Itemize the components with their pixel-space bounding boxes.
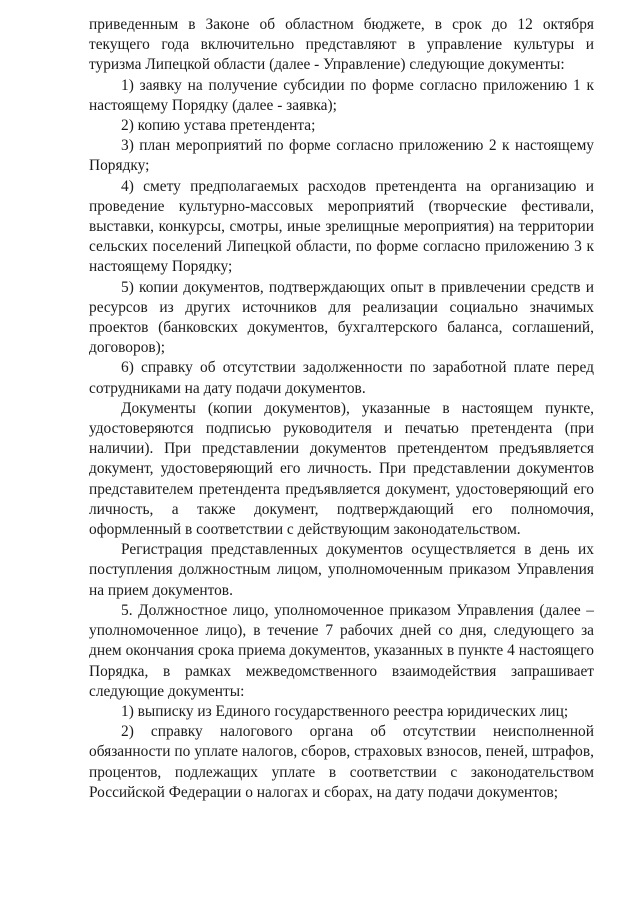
- paragraph-item-tax-certificate: 2) справку налогового органа об отсутствии неисполненной обязанности по уплате налогов, сборов, страховых взносов, пеней, штрафов, процентов, подлежащих уплате в соответствии с законодательством Российской Федерации о налогах и сборах, на дату подачи документов;: [89, 723, 594, 801]
- paragraph-certification-rules: Документы (копии документов), указанные в настоящем пункте, удостоверяются подписью руководителя и печатью претендента (при наличии). При представлении документов претендентом предъявляется документ, удостоверяющий его личность. При представлении документов представителем претендента предъявляется документ, удостоверяющий его личность, а также документ, подтверждающий его полномочия, оформленный в соответствии с действующим законодательством.: [89, 399, 594, 539]
- paragraph-item-registry-extract: 1) выписку из Единого государственного реестра юридических лиц;: [121, 702, 569, 720]
- paragraph-item-experience-documents: 5) копии документов, подтверждающих опыт в привлечении средств и ресурсов из других источников для реализации социально значимых проектов (банковских документов, бухгалтерского баланса, соглашений, договоров);: [89, 278, 594, 357]
- paragraph-documents-intro: приведенным в Законе об областном бюджете, в срок до 12 октября текущего года включительно представляют в управление культуры и туризма Липецкой области (далее - Управление) следующие документы:: [89, 16, 594, 74]
- paragraph-item-application: 1) заявку на получение субсидии по форме согласно приложению 1 к настоящему Порядку (далее - заявка);: [89, 76, 594, 114]
- document-page: [89, 15, 594, 803]
- paragraph-registration: Регистрация представленных документов осуществляется в день их поступления должностным лицом, уполномоченным приказом Управления на прием документов.: [89, 541, 594, 599]
- paragraph-section-5: 5. Должностное лицо, уполномоченное приказом Управления (далее – уполномоченное лицо), в течение 7 рабочих дней со дня, следующего за днем окончания срока приема документов, указанных в пункте 4 настоящего Порядка, в рамках межведомственного взаимодействия запрашивает следующие документы:: [89, 601, 594, 700]
- paragraph-item-salary-debt-certificate: 6) справку об отсутствии задолженности по заработной плате перед сотрудниками на дату подачи документов.: [89, 359, 594, 397]
- paragraph-item-event-plan: 3) план мероприятий по форме согласно приложению 2 к настоящему Порядку;: [89, 137, 594, 175]
- paragraph-item-cost-estimate: 4) смету предполагаемых расходов претендента на организацию и проведение культурно-массовых мероприятий (творческие фестивали, выставки, конкурсы, смотры, иные зрелищные мероприятия) на территории сельских поселений Липецкой области, по форме согласно приложению 3 к настоящему Порядку;: [89, 177, 594, 276]
- paragraph-item-charter-copy: 2) копию устава претендента;: [121, 117, 316, 135]
